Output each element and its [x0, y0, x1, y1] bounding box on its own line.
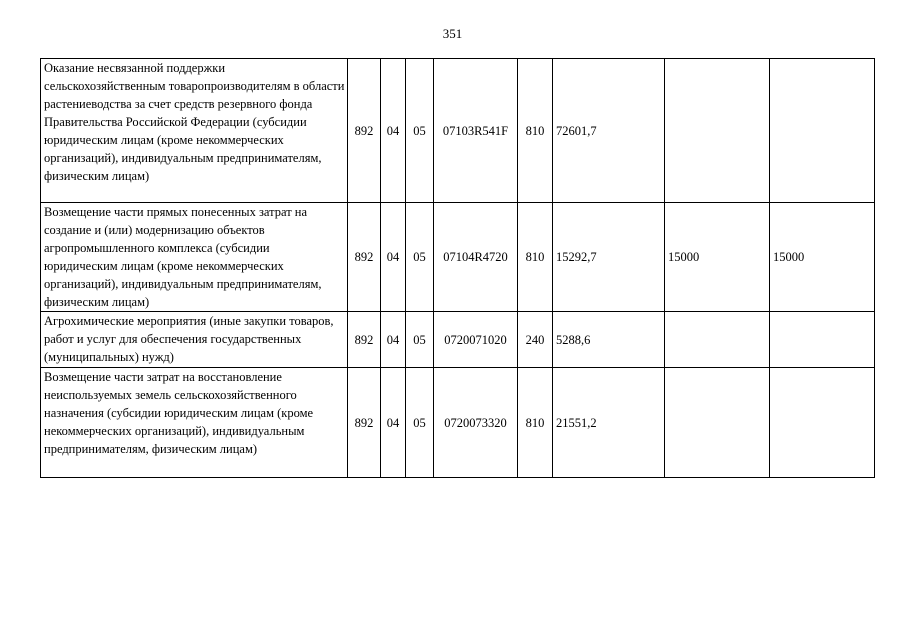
- ministry-code-cell: 892: [348, 203, 381, 312]
- table-row: [41, 312, 875, 368]
- subsection-code-cell: 05: [406, 368, 434, 478]
- table-row: [41, 368, 875, 478]
- expense-type-cell: 810: [518, 203, 553, 312]
- expense-type-cell: 240: [518, 312, 553, 368]
- sum-year3-cell: [770, 368, 875, 478]
- section-code-cell: 04: [381, 59, 406, 203]
- sum-year2-cell: 15000: [665, 203, 770, 312]
- target-article-cell: 0720071020: [434, 312, 518, 368]
- subsection-code-cell: 05: [406, 312, 434, 368]
- sum-year2-cell: [665, 312, 770, 368]
- target-article-cell: 07103R541F: [434, 59, 518, 203]
- target-article-cell: 07104R4720: [434, 203, 518, 312]
- row-name-cell: Возмещение части затрат на восстановление неиспользуемых земель сельскохозяйственного назначения (субсидии юридическим лицам (кроме некоммерческих организаций), индивидуальным предпринимателям, физическим лицам): [41, 368, 348, 478]
- expense-type-cell: 810: [518, 368, 553, 478]
- section-code-cell: 04: [381, 312, 406, 368]
- row-name-cell: Возмещение части прямых понесенных затрат на создание и (или) модернизацию объектов агропромышленного комплекса (субсидии юридическим лицам (кроме некоммерческих организаций), индивидуальным предпринимателям, физическим лицам): [41, 203, 348, 312]
- sum-year3-cell: 15000: [770, 203, 875, 312]
- ministry-code-cell: 892: [348, 368, 381, 478]
- sum-year1-cell: 5288,6: [553, 312, 665, 368]
- sum-year3-cell: [770, 59, 875, 203]
- sum-year2-cell: [665, 368, 770, 478]
- sum-year1-cell: 15292,7: [553, 203, 665, 312]
- row-name-cell: Агрохимические мероприятия (иные закупки товаров, работ и услуг для обеспечения государственных (муниципальных) нужд): [41, 312, 348, 368]
- section-code-cell: 04: [381, 368, 406, 478]
- sum-year2-cell: [665, 59, 770, 203]
- subsection-code-cell: 05: [406, 59, 434, 203]
- row-name-cell: Оказание несвязанной поддержки сельскохозяйственным товаропроизводителям в области растениеводства за счет средств резервного фонда Правительства Российской Федерации (субсидии юридическим лицам (кроме некоммерческих организаций), индивидуальным предпринимателям, физическим лицам): [41, 59, 348, 203]
- sum-year1-cell: 72601,7: [553, 59, 665, 203]
- target-article-cell: 0720073320: [434, 368, 518, 478]
- sum-year3-cell: [770, 312, 875, 368]
- budget-table: [40, 58, 875, 478]
- sum-year1-cell: 21551,2: [553, 368, 665, 478]
- ministry-code-cell: 892: [348, 59, 381, 203]
- section-code-cell: 04: [381, 203, 406, 312]
- table-row: [41, 203, 875, 312]
- page-number: 351: [442, 26, 463, 41]
- subsection-code-cell: 05: [406, 203, 434, 312]
- expense-type-cell: 810: [518, 59, 553, 203]
- table-row: [41, 59, 875, 203]
- ministry-code-cell: 892: [348, 312, 381, 368]
